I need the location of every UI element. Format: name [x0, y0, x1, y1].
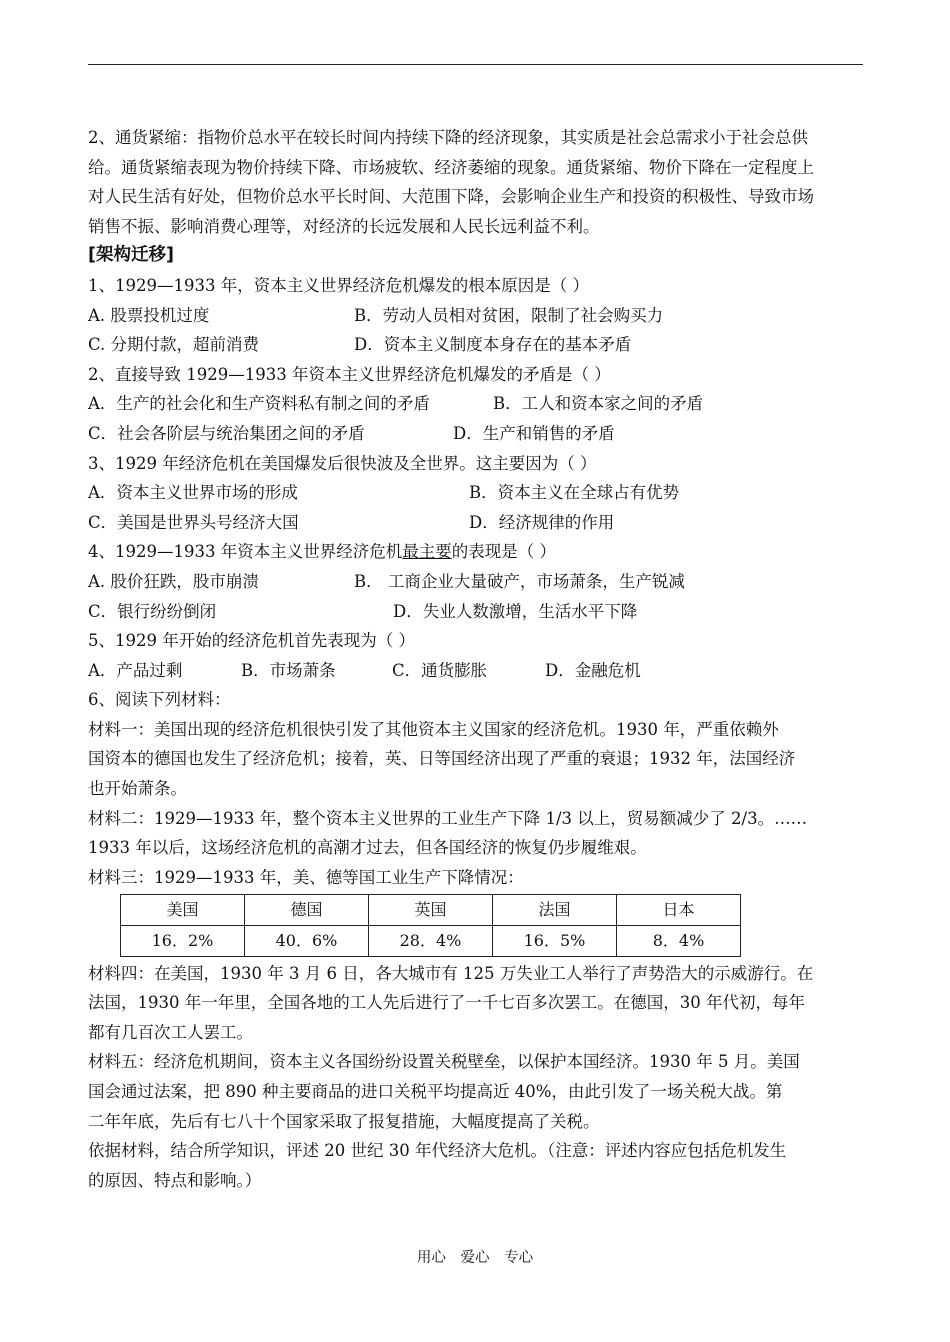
option-c: C．美国是世界头号经济大国 [88, 512, 299, 532]
option-a: A．资本主义世界市场的形成 [88, 483, 298, 503]
table-cell: 28．4% [369, 926, 493, 957]
option-c: C. 分期付款，超前消费 [88, 335, 260, 355]
table-header-cell: 日本 [617, 895, 741, 926]
section-title: [架构迁移] [88, 245, 174, 266]
question-1-options-row-2 [88, 330, 864, 360]
question-3-options-row-2 [88, 508, 864, 538]
intro-line: 对人民生活有好处，但物价总水平长时间、大范围下降，会影响企业生产和投资的积极性、导致市场 [88, 187, 814, 207]
document-body [88, 123, 864, 1195]
task-line: 依据材料，结合所学知识，评述 20 世纪 30 年代经济大危机。（注意：评述内容应包括危机发生 [88, 1141, 787, 1161]
question-4-stem-end: 的表现是（ ） [451, 542, 556, 562]
question-1-options-row-1 [88, 301, 864, 331]
material-5 [88, 1047, 864, 1136]
material-line: 也开始萧条。 [88, 779, 187, 799]
option-a: A. 股价狂跌，股市崩溃 [88, 571, 259, 591]
option-d: D．经济规律的作用 [469, 512, 615, 532]
table-cell: 16．5% [493, 926, 617, 957]
material-line: 材料一：美国出现的经济危机很快引发了其他资本主义国家的经济危机。1930 年，严重依赖外 [88, 719, 779, 739]
material-line: 国会通过法案，把 890 种主要商品的进口关税平均提高近 40%，由此引发了一场关税大战。第 [88, 1082, 783, 1101]
material-line: 材料二：1929—1933 年，整个资本主义世界的工业生产下降 1/3 以上，贸易额减少了 2/3。…… [88, 808, 808, 828]
intro-line: 2、通货紧缩：指物价总水平在较长时间内持续下降的经济现象，其实质是社会总需求小于社会总供 [88, 128, 808, 147]
material-line: 法国，1930 年一年里，全国各地的工人先后进行了一千七百多次罢工。在德国，30 年代初，每年 [88, 993, 805, 1013]
material-2 [88, 804, 864, 863]
option-c: C．银行纷纷倒闭 [88, 601, 217, 621]
table-cell: 40．6% [245, 926, 369, 957]
material-line: 材料五：经济危机期间，资本主义各国纷纷设置关税壁垒，以保护本国经济。1930 年 5 月。美国 [88, 1052, 800, 1072]
table-row [121, 926, 741, 957]
material-line: 都有几百次工人罢工。 [88, 1022, 253, 1042]
table-cell: 8．4% [617, 926, 741, 957]
option-a: A．生产的社会化和生产资料私有制之间的矛盾 [88, 394, 430, 414]
production-decline-table [120, 894, 741, 956]
intro-line: 销售不振、影响消费心理等，对经济的长远发展和人民长远利益不利。 [88, 216, 600, 236]
question-6-stem: 6、阅读下列材料： [88, 690, 231, 710]
option-b: B．劳动人员相对贫困，限制了社会购买力 [354, 305, 664, 325]
question-4-emphasis: 最主要 [402, 542, 452, 562]
question-2-stem: 2、直接导致 1929—1933 年资本主义世界经济危机爆发的矛盾是（ ） [88, 364, 611, 384]
task-line: 的原因、特点和影响。） [88, 1170, 262, 1190]
header-rule [88, 64, 863, 65]
question-4-stem [88, 537, 864, 567]
material-3: 材料三：1929—1933 年，美、德等国工业生产下降情况： [88, 867, 524, 887]
question-2-options-row-1 [88, 389, 864, 419]
material-1 [88, 715, 864, 804]
option-b: B． 工商企业大量破产，市场萧条，生产锐减 [354, 571, 685, 591]
question-1-stem: 1、1929—1933 年，资本主义世界经济危机爆发的根本原因是（ ） [88, 275, 589, 295]
page-footer: 用心 爱心 专心 [416, 1250, 534, 1266]
option-d: D．资本主义制度本身存在的基本矛盾 [354, 335, 632, 355]
question-5-options [88, 656, 864, 686]
table-cell: 16．2% [121, 926, 245, 957]
question-4-options-row-2 [88, 597, 864, 627]
option-d: D．金融危机 [545, 660, 641, 680]
option-a: A. 股票投机过度 [88, 305, 210, 325]
question-4-options-row-1 [88, 567, 864, 597]
option-c: C．社会各阶层与统治集团之间的矛盾 [88, 423, 365, 443]
question-3-options-row-1 [88, 478, 864, 508]
question-4-stem-start: 4、1929—1933 年资本主义世界经济危机 [88, 542, 403, 562]
table-header-cell: 法国 [493, 895, 617, 926]
option-a: A．产品过剩 [88, 660, 183, 680]
material-line: 1933 年以后，这场经济危机的高潮才过去，但各国经济的恢复仍步履维艰。 [88, 838, 647, 858]
material-line: 国资本的德国也发生了经济危机；接着，英、日等国经济出现了严重的衰退；1932 年，法国经济 [88, 749, 796, 769]
material-line: 材料四：在美国，1930 年 3 月 6 日，各大城市有 125 万失业工人举行了声势浩大的示威游行。在 [88, 963, 814, 983]
question-6-task [88, 1136, 864, 1195]
question-2-options-row-2 [88, 419, 864, 449]
option-b: B．市场萧条 [241, 660, 336, 680]
material-line: 二年年底，先后有七八十个国家采取了报复措施，大幅度提高了关税。 [88, 1111, 600, 1131]
option-c: C．通货膨胀 [392, 660, 488, 680]
material-4 [88, 959, 864, 1048]
intro-paragraph [88, 123, 864, 241]
table-header-cell: 美国 [121, 895, 245, 926]
question-5-stem: 5、1929 年开始的经济危机首先表现为（ ） [88, 631, 415, 651]
intro-line: 给。通货紧缩表现为物价持续下降、市场疲软、经济萎缩的现象。通货紧缩、物价下降在一定程度上 [88, 157, 814, 177]
table-header-row [121, 895, 741, 926]
option-d: D．生产和销售的矛盾 [453, 423, 615, 443]
option-b: B．资本主义在全球占有优势 [469, 483, 680, 503]
table-header-cell: 德国 [245, 895, 369, 926]
option-b: B．工人和资本家之间的矛盾 [493, 394, 704, 414]
option-d: D．失业人数激增，生活水平下降 [393, 601, 638, 621]
table-header-cell: 英国 [369, 895, 493, 926]
question-3-stem: 3、1929 年经济危机在美国爆发后很快波及全世界。这主要因为（ ） [88, 453, 597, 473]
